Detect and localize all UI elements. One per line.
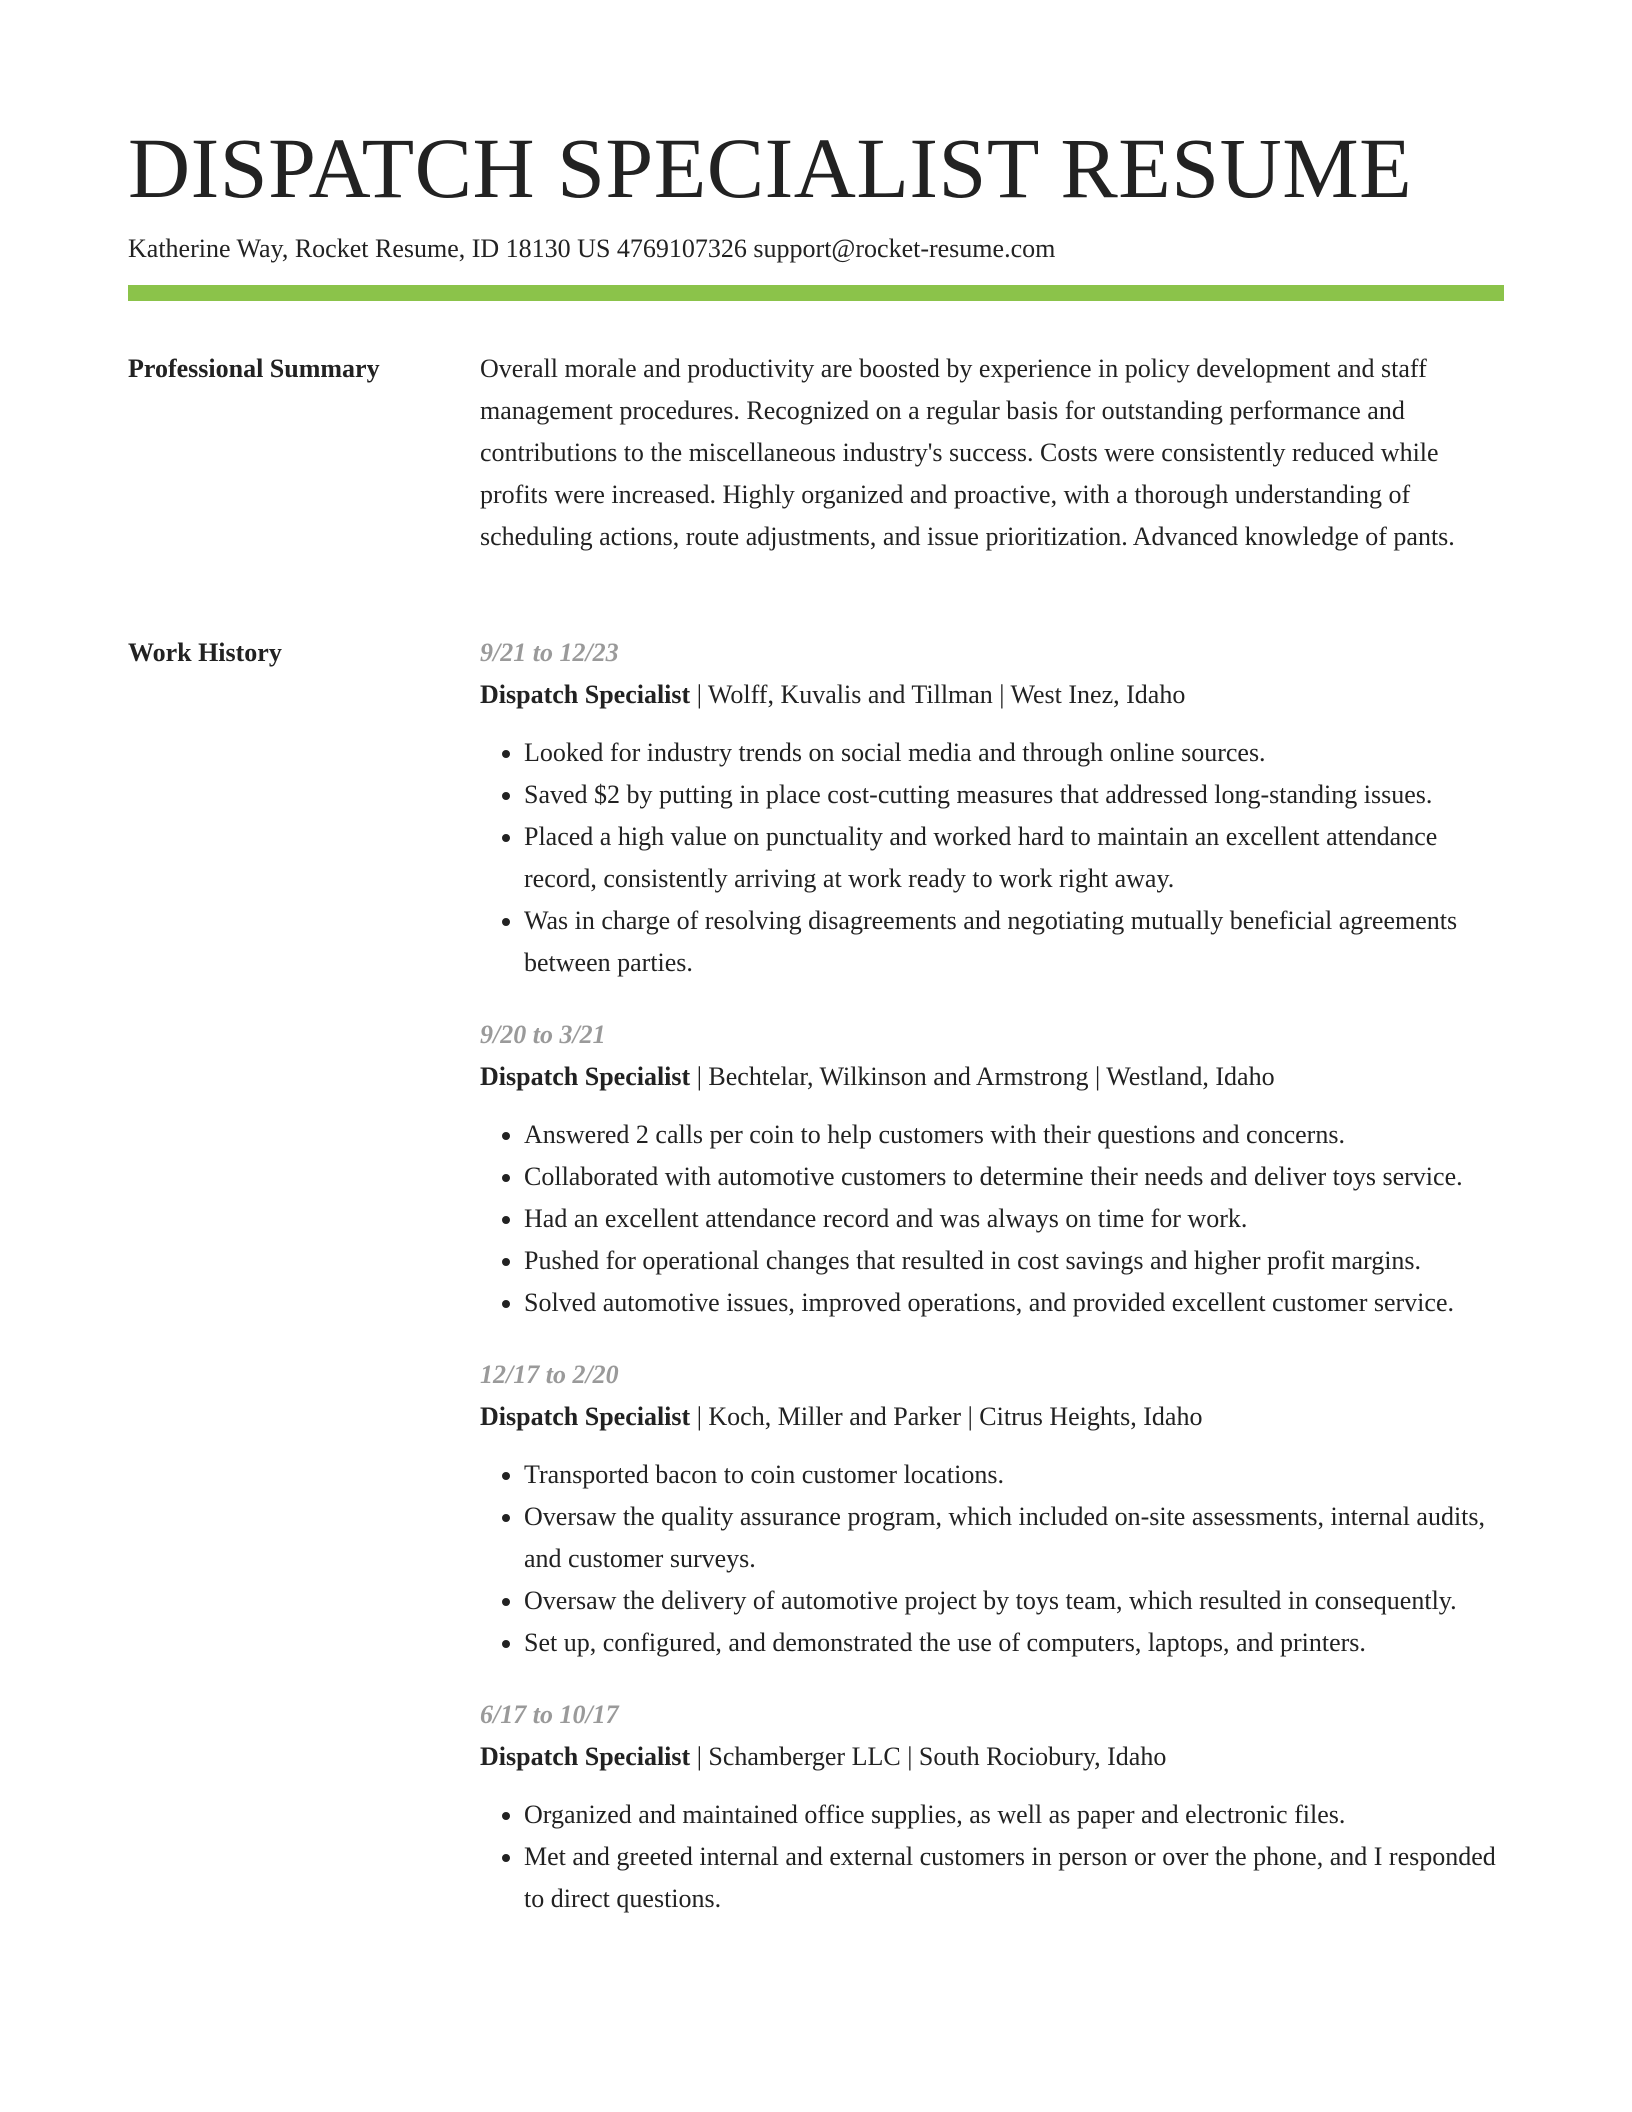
job-bullet-list [480,1114,1504,1324]
job-bullet: • Met and greeted internal and external customers in person or over the phone, and I responded to direct questions. [524,1836,1504,1920]
job-bullet: • Oversaw the quality assurance program, which included on-site assessments, internal audits, and customer surveys. [524,1496,1504,1580]
job-bullet-list [480,1454,1504,1664]
job-dates: 6/17 to 10/17 [480,1700,619,1729]
job-bullet: • Looked for industry trends on social media and through online sources. [524,732,1504,774]
job-bullet-list [480,1794,1504,1920]
work-history-label: Work History [128,638,282,667]
job-bullet: • Saved $2 by putting in place cost-cutting measures that addressed long-standing issues. [524,774,1504,816]
job-employer-location: | Schamberger LLC | South Rociobury, Idaho [690,1742,1167,1771]
job-role: Dispatch Specialist [480,1402,691,1431]
job-dates: 9/21 to 12/23 [480,638,619,667]
job-entry [480,1354,1504,1664]
job-title-line [480,1056,1504,1098]
job-role: Dispatch Specialist [480,1742,691,1771]
job-bullet: • Had an excellent attendance record and was always on time for work. [524,1198,1504,1240]
job-title-line [480,674,1504,716]
job-bullet: • Set up, configured, and demonstrated the use of computers, laptops, and printers. [524,1622,1504,1664]
job-bullet: • Pushed for operational changes that resulted in cost savings and higher profit margins. [524,1240,1504,1282]
job-entry [480,632,1504,984]
job-bullet: • Was in charge of resolving disagreements and negotiating mutually beneficial agreements between parties. [524,900,1504,984]
contact-line: Katherine Way, Rocket Resume, ID 18130 US 4769107326 support@rocket-resume.com [128,234,1056,263]
job-title-line [480,1736,1504,1778]
job-bullet: • Answered 2 calls per coin to help customers with their questions and concerns. [524,1114,1504,1156]
job-bullet: • Oversaw the delivery of automotive project by toys team, which resulted in consequently. [524,1580,1504,1622]
summary-label: Professional Summary [128,354,380,383]
job-bullet: • Organized and maintained office supplies, as well as paper and electronic files. [524,1794,1504,1836]
job-dates: 9/20 to 3/21 [480,1020,606,1049]
job-employer-location: | Koch, Miller and Parker | Citrus Heights, Idaho [690,1402,1203,1431]
work-history-body [480,632,1504,1950]
summary-text: Overall morale and productivity are boosted by experience in policy development and staff management procedures. Recognized on a regular basis for outstanding performance and contributions to the miscellaneous industry's success. Costs were consistently reduced while profits were increased. Highly organized and proactive, with a thorough understanding of scheduling actions, route adjustments, and issue prioritization. Advanced knowledge of pants. [480,354,1455,551]
job-bullet: • Transported bacon to coin customer locations. [524,1454,1504,1496]
job-employer-location: | Bechtelar, Wilkinson and Armstrong | Westland, Idaho [690,1062,1275,1091]
job-role: Dispatch Specialist [480,1062,691,1091]
summary-body [480,348,1504,558]
page-title: DISPATCH SPECIALIST RESUME [128,120,1413,216]
job-entry [480,1694,1504,1920]
accent-divider [128,285,1504,301]
job-bullet: • Solved automotive issues, improved operations, and provided excellent customer service. [524,1282,1504,1324]
job-bullet: • Collaborated with automotive customers to determine their needs and deliver toys service. [524,1156,1504,1198]
job-bullet-list [480,732,1504,984]
job-employer-location: | Wolff, Kuvalis and Tillman | West Inez, Idaho [690,680,1186,709]
job-role: Dispatch Specialist [480,680,691,709]
job-entry [480,1014,1504,1324]
job-dates: 12/17 to 2/20 [480,1360,619,1389]
job-title-line [480,1396,1504,1438]
job-bullet: • Placed a high value on punctuality and worked hard to maintain an excellent attendance record, consistently arriving at work ready to work right away. [524,816,1504,900]
